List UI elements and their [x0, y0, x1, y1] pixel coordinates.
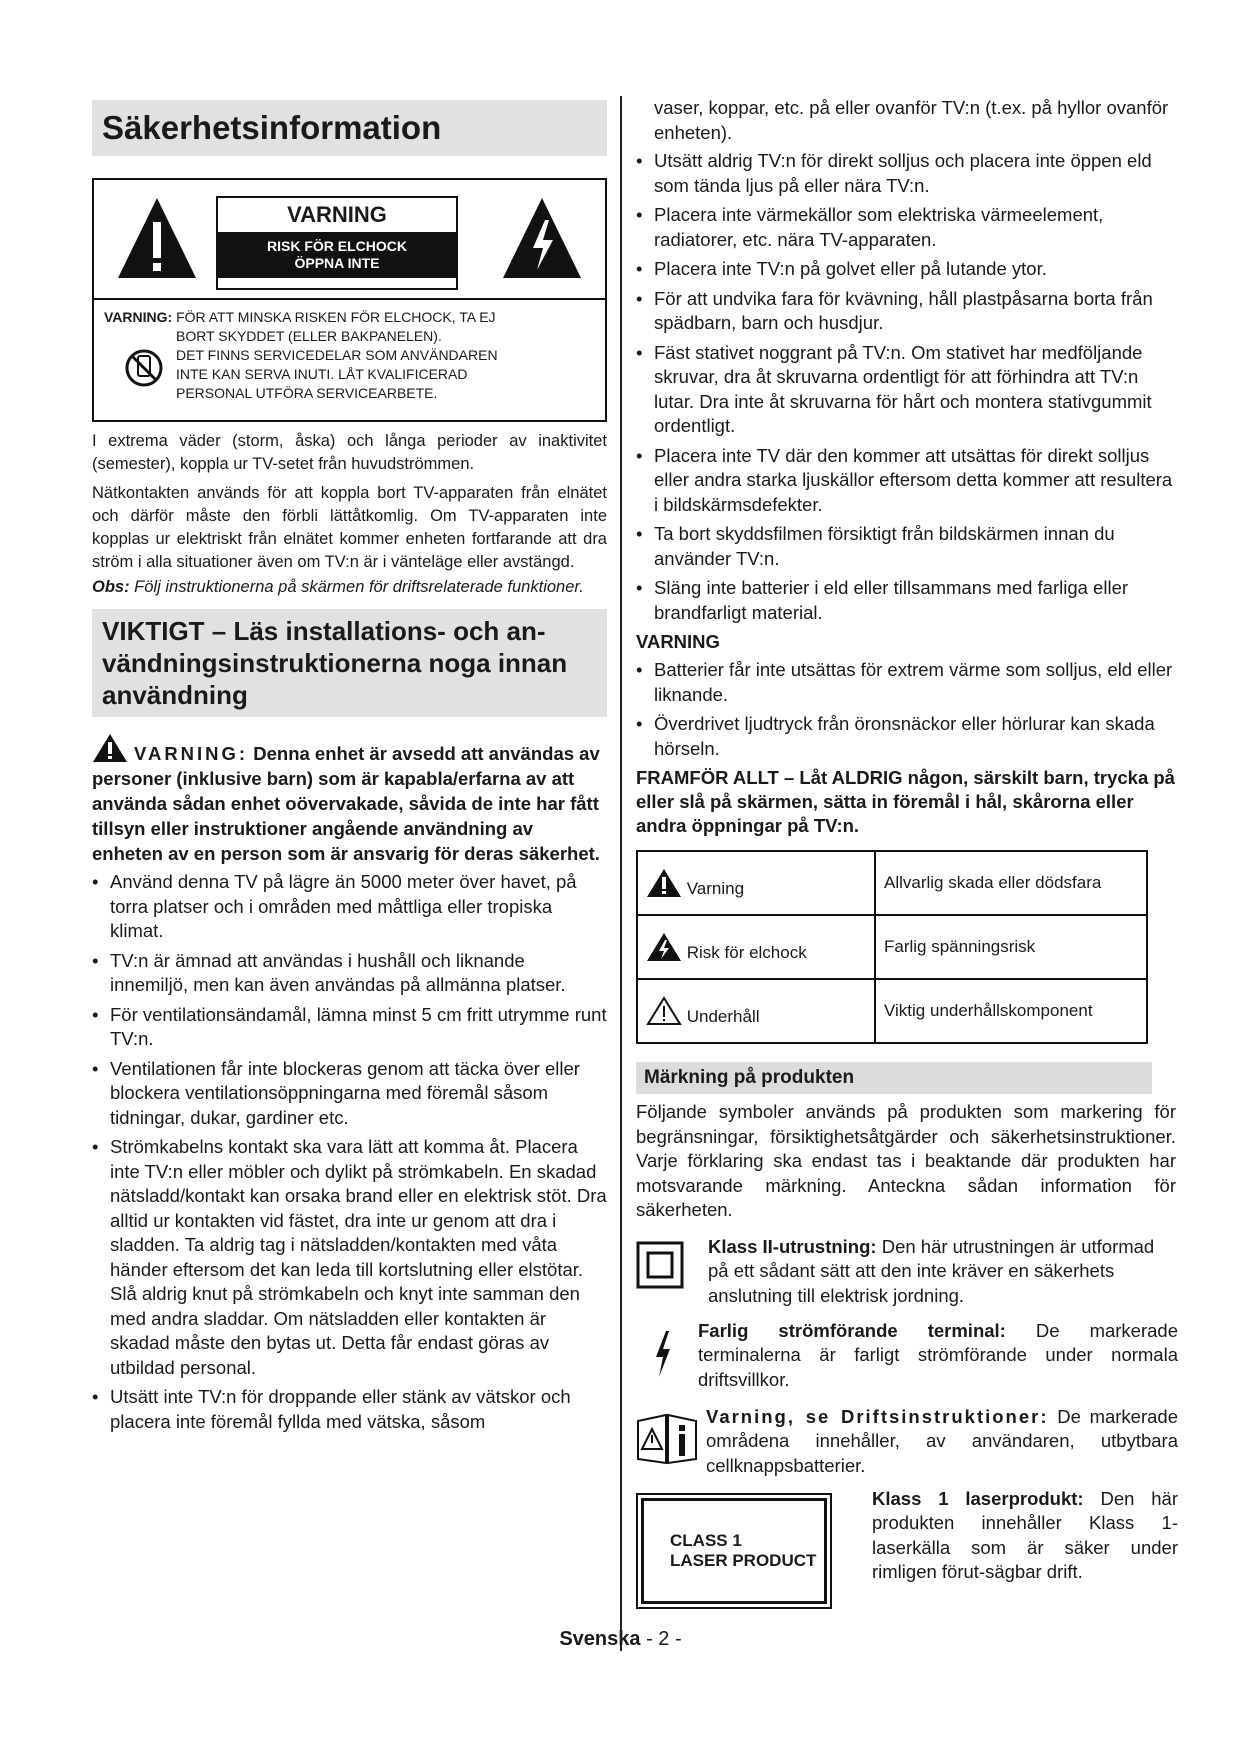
mains-paragraph: Nätkontakten används för att koppla bort TV-apparaten från elnätet och därför måste den förbli lättåtkomlig. Om TV-apparaten inte kopplas ur elektriskt från elnätet kommer enheten fortfarande att dra ström i alla situationer även om TV:n är i vänteläge eller avstängd.	[92, 484, 607, 571]
list-item: • Placera inte värmekällor som elektriska värmeelement, radiatorer, etc. nära TV-apparaten.	[636, 203, 1176, 252]
live-terminal-row	[636, 1319, 1176, 1393]
warning-title: VARNING	[287, 202, 387, 227]
list-item: • Utsätt aldrig TV:n för direkt solljus och placera inte öppen eld som tända ljus på eller nära TV:n.	[636, 149, 1176, 198]
obs-text: Följ instruktionerna på skärmen för driftsrelaterade funktioner.	[129, 578, 584, 596]
warning-sub2: ÖPPNA INTE	[294, 255, 380, 271]
list-item: • Ta bort skyddsfilmen försiktigt från bildskärmen innan du använder TV:n.	[636, 522, 1176, 571]
lightning-bolt-icon	[650, 1329, 676, 1379]
list-item: • Ventilationen får inte blockeras genom att täcka över eller blockera ventilationsöppningarna med föremål såsom tidningar, dukar, gardiner etc.	[92, 1057, 607, 1131]
laser-description: Den här produkten innehåller Klass 1-laserkälla som är säker under rimligen förut-sägbar drift.	[872, 1487, 1178, 1582]
table-cell: Allvarlig skada eller dödsfara	[875, 851, 1147, 915]
usage-warning-text: Denna enhet är avsedd att användas av personer (inklusive barn) som är kapabla/erfarna av att använda sådan enhet oövervakade, såvida de inte har fått tillsyn eller instruktioner angående användning av enheten av en person som är ansvarig för deras säkerhet.	[92, 743, 600, 864]
class2-text	[708, 1235, 1178, 1309]
marking-heading: Märkning på produkten	[636, 1062, 1152, 1094]
warning-triangle-icon	[646, 868, 682, 898]
warning-triangle-icon	[92, 733, 128, 763]
laser-title: Klass 1 laserprodukt:	[872, 1487, 1084, 1509]
live-terminal-description: De markerade terminalerna är farligt strömförande under normala driftsvillkor.	[698, 1319, 1178, 1390]
table-cell: Risk för elchock	[686, 942, 807, 962]
table-cell: Viktig underhållskomponent	[875, 979, 1147, 1043]
obs-label: Obs:	[92, 578, 130, 596]
laser-label-line-2: LASER PRODUCT	[670, 1550, 817, 1570]
page-number: - 2 -	[640, 1628, 682, 1650]
lightning-triangle-icon	[501, 196, 583, 280]
list-item: • Placera inte TV:n på golvet eller på lutande ytor.	[636, 257, 1176, 282]
live-terminal-text	[698, 1319, 1178, 1393]
framfor-allt-warning: FRAMFÖR ALLT – Låt ALDRIG någon, särskilt barn, trycka på eller slå på skärmen, sätta in föremål i hål, skårorna eller andra öppningar på TV:n.	[636, 767, 1175, 836]
instructions-symbol-row	[636, 1405, 1176, 1481]
list-item: • TV:n är ämnad att användas i hushåll och liknande innemiljö, men kan även användas på allmänna platser.	[92, 949, 607, 998]
list-item: • Placera inte TV där den kommer att utsättas för direkt solljus eller andra starka ljuskällor eftersom detta kommer att resultera i bildskärmsdefekter.	[636, 444, 1176, 518]
important-heading: VIKTIGT – Läs installations- och an-vändningsinstruktionerna noga innan användning	[92, 609, 607, 717]
table-row	[637, 979, 1147, 1043]
no-disassemble-icon	[124, 348, 164, 388]
warning-line-5: PERSONAL UTFÖRA SERVICEARBETE.	[176, 385, 438, 401]
varning-heading: VARNING	[636, 631, 720, 652]
warning-label	[216, 196, 458, 290]
list-item: • Strömkabelns kontakt ska vara lätt att komma åt. Placera inte TV:n eller möbler och dylikt på strömkabeln. En skadad nätsladd/kontakt kan orsaka brand eller en elektrisk stöt. Dra alltid ur kontakten vid fästet, dra inte ur genom att dra i sladden. Ta aldrig tag i nätsladden/kontakten med våta händer eftersom det kan leda till kortslutning eller elstötar. Slå aldrig knut på strömkabeln och knyt inte samman den med andra sladdar. Om nätsladden eller kontakten är skadad måste den bytas ut. Detta får endast göras av utbildad personal.	[92, 1135, 607, 1380]
exclamation-triangle-icon	[116, 196, 198, 280]
warning-line-1: FÖR ATT MINSKA RISKEN FÖR ELCHOCK, TA EJ	[176, 309, 496, 325]
footer-language: Svenska	[559, 1628, 641, 1650]
right-bullet-list	[636, 149, 1176, 625]
storm-paragraph: I extrema väder (storm, åska) och långa perioder av inaktivitet (semester), koppla ur TV-setet från huvudströmmen.	[92, 432, 607, 473]
table-cell: Varning	[686, 878, 745, 898]
caution-triangle-icon	[646, 996, 682, 1026]
warning-box	[92, 178, 607, 422]
usage-warning	[92, 733, 607, 866]
list-item: • Släng inte batterier i eld eller tillsammans med farliga eller brandfarligt material.	[636, 576, 1176, 625]
warning-lead: VARNING:	[104, 309, 173, 325]
warning-line-3: DET FINNS SERVICEDELAR SOM ANVÄNDAREN	[176, 347, 498, 363]
marking-paragraph: Följande symboler används på produkten som markering för begränsningar, försiktighetsåtgärder och säkerhetsinstruktioner. Varje förklaring ska endast tas i beaktande där produkten har motsvarande märkning. Anteckna sådan information för säkerheten.	[636, 1101, 1176, 1220]
right-column	[636, 96, 1176, 1613]
left-bullet-list	[92, 870, 607, 1434]
laser-symbol-row	[636, 1487, 1178, 1613]
list-item: • Batterier får inte utsättas för extrem värme som solljus, eld eller liknande.	[636, 658, 1176, 707]
warning-line-2: BORT SKYDDET (ELLER BAKPANELEN).	[176, 328, 442, 344]
warning-line-4: INTE KAN SERVA INUTI. LÅT KVALIFICERAD	[176, 366, 468, 382]
instructions-title: Varning, se Driftsinstruktioner:	[706, 1405, 1049, 1427]
class1-laser-label	[636, 1493, 832, 1609]
column-divider	[620, 96, 622, 1651]
obs-paragraph	[92, 576, 607, 599]
varning-bullet-list	[636, 658, 1176, 761]
usage-warning-lead: VARNING:	[134, 743, 249, 764]
warning-sub1: RISK FÖR ELCHOCK	[267, 238, 407, 254]
page-title: Säkerhetsinformation	[92, 100, 607, 156]
live-terminal-title: Farlig strömförande terminal:	[698, 1319, 1006, 1341]
list-item: • För ventilationsändamål, lämna minst 5 cm fritt utrymme runt TV:n.	[92, 1003, 607, 1052]
class2-title: Klass II-utrustning:	[708, 1235, 877, 1257]
list-item: • Fäst stativet noggrant på TV:n. Om stativet har medföljande skruvar, dra åt skruvarna ordentligt för att förhindra att TV:n lutar. Dra inte åt skruvarna för hårt och montera stativgummit ordentligt.	[636, 341, 1176, 439]
list-item: • För att undvika fara för kvävning, håll plastpåsarna borta från spädbarn, barn och husdjur.	[636, 287, 1176, 336]
instructions-description: De markerade områdena innehåller, av användaren, utbytbara cellknappsbatterier.	[706, 1405, 1178, 1476]
page-footer	[0, 1628, 1241, 1651]
symbol-table	[636, 850, 1148, 1044]
left-column	[92, 100, 607, 1439]
lightning-triangle-icon	[646, 932, 682, 962]
laser-text	[872, 1487, 1178, 1585]
list-item: • Utsätt inte TV:n för droppande eller stänk av vätskor och placera inte föremål fyllda med vätska, såsom	[92, 1385, 607, 1434]
table-row	[637, 915, 1147, 979]
list-item: • Överdrivet ljudtryck från öronsnäckor eller hörlurar kan skada hörseln.	[636, 712, 1176, 761]
laser-label-line-1: CLASS 1	[670, 1530, 742, 1550]
table-row	[637, 851, 1147, 915]
continued-text: vaser, koppar, etc. på eller ovanför TV:n (t.ex. på hyllor ovanför enheten).	[654, 97, 1169, 143]
class2-description: Den här utrustningen är utformad på ett sådant sätt att den inte kräver en säkerhets anslutning till elektrisk jordning.	[708, 1235, 1155, 1306]
table-cell: Farlig spänningsrisk	[875, 915, 1147, 979]
instructions-text	[706, 1405, 1178, 1479]
class2-symbol-row	[636, 1235, 1176, 1307]
list-item: • Använd denna TV på lägre än 5000 meter över havet, på torra platser och i områden med måttliga eller tropiska klimat.	[92, 870, 607, 944]
double-square-icon	[636, 1241, 684, 1289]
table-cell: Underhåll	[686, 1006, 760, 1026]
manual-info-icon	[636, 1413, 698, 1465]
